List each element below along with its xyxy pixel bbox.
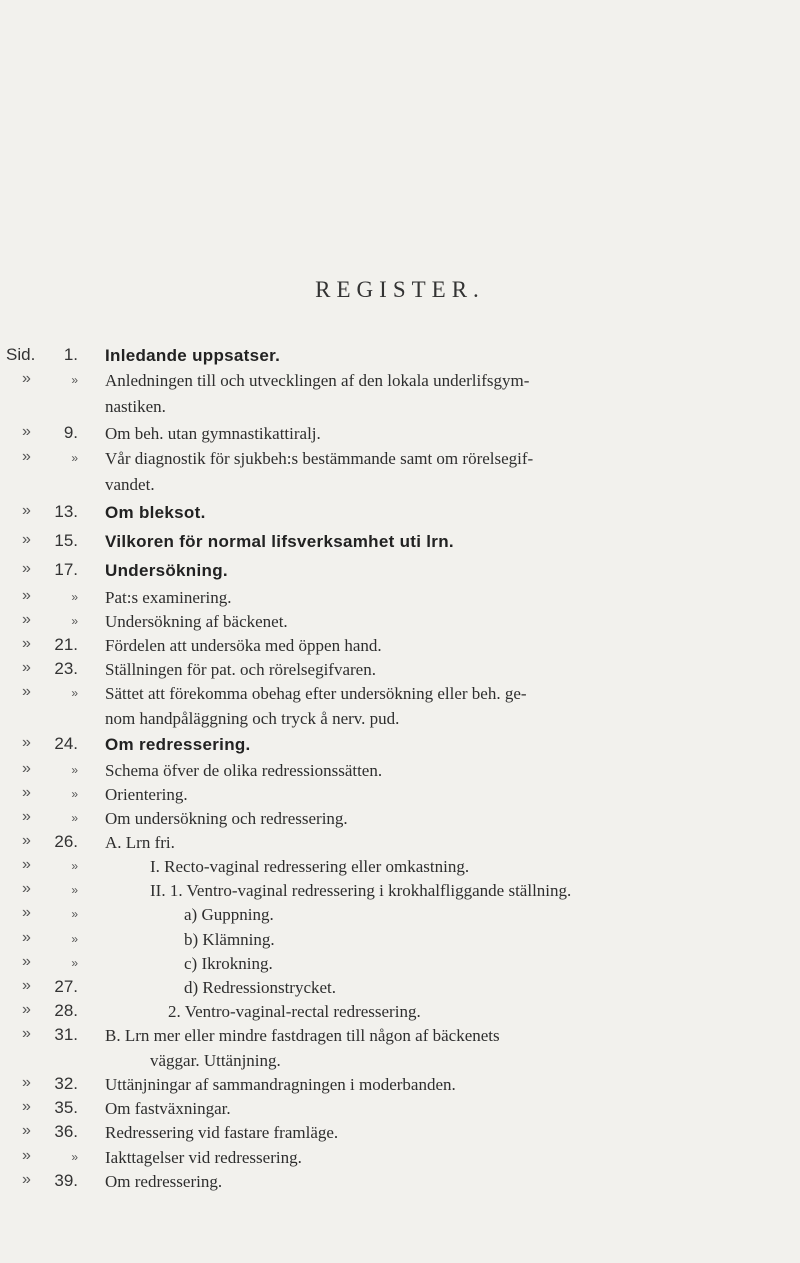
page-prefix: » [22,683,31,700]
index-entry [0,396,800,420]
page-number: 36. [54,1122,78,1141]
page-prefix: » [22,659,31,676]
entry-text: Ställningen för pat. och rörelsegifvaren. [105,660,376,679]
entry-text: Fördelen att undersöka med öppen hand. [105,636,382,655]
index-entry [0,560,800,584]
entry-text: Om beh. utan gymnastikattiralj. [105,424,321,443]
index-entry [0,345,800,369]
index-entry [0,1025,800,1049]
page-prefix: » [22,1074,31,1091]
entry-text: Om fastväxningar. [105,1099,231,1118]
index-entry [0,1001,800,1025]
index-entry [0,977,800,1001]
page-prefix: » [22,1171,31,1188]
page-prefix: » [22,856,31,873]
page-prefix: » [22,1122,31,1139]
page-prefix: » [22,1098,31,1115]
page-title: REGISTER. [315,277,485,302]
page-prefix: » [22,448,31,465]
index-entry [0,953,800,977]
entry-text: nom handpåläggning och tryck å nerv. pud. [105,709,400,728]
index-entry [0,734,800,758]
index-entry [0,1050,800,1074]
entry-text: nastiken. [105,397,166,416]
page-number: » [71,883,78,897]
page-number: » [71,763,78,777]
page-number: » [71,451,78,465]
page-prefix: » [22,370,31,387]
index-entry [0,611,800,635]
index-entry [0,531,800,555]
page-number: 13. [54,502,78,521]
index-entry [0,784,800,808]
entry-text: Om undersökning och redressering. [105,809,348,828]
page-prefix: » [22,832,31,849]
page-prefix: » [22,531,31,548]
entry-text: Pat:s examinering. [105,588,232,607]
entry-text: Uttänjningar af sammandragningen i moderbanden. [105,1075,456,1094]
page-number: 1. [63,345,78,364]
entry-text: II. 1. Ventro-vaginal redressering i krokhalfliggande ställning. [150,881,572,900]
page-number: 23. [54,659,78,678]
index-entry [0,760,800,784]
page-number: » [71,614,78,628]
page-number: » [71,859,78,873]
page-number: 28. [54,1001,78,1020]
index-entry [0,708,800,732]
page-number: 15. [54,531,78,550]
page-number: » [71,811,78,825]
entry-text: A. Lrn fri. [105,833,175,852]
entry-text: Iakttagelser vid redressering. [105,1148,302,1167]
page-prefix: » [22,1025,31,1042]
index-entry [0,904,800,928]
entry-text: Sättet att förekomma obehag efter undersökning eller beh. ge- [105,684,527,703]
page-number: 32. [54,1074,78,1093]
index-entry [0,808,800,832]
section-heading: Undersökning. [105,561,228,580]
index-entry [0,635,800,659]
index-entry [0,370,800,394]
entry-text: I. Recto-vaginal redressering eller omkastning. [150,857,470,876]
entry-text: c) Ikrokning. [184,954,273,973]
page-prefix: Sid. [6,345,36,364]
index-entry [0,880,800,904]
page-number: » [71,907,78,921]
page-number: » [71,956,78,970]
entry-text: Orientering. [105,785,188,804]
page-prefix: » [22,808,31,825]
index-entry [0,502,800,526]
page-prefix: » [22,635,31,652]
page-prefix: » [22,760,31,777]
page-number: 31. [54,1025,78,1044]
index-entry [0,448,800,472]
page-number: » [71,686,78,700]
section-heading: Om redressering. [105,735,251,754]
page-number: 27. [54,977,78,996]
page-number: 26. [54,832,78,851]
page-prefix: » [22,784,31,801]
index-entry [0,1147,800,1171]
index-entry [0,474,800,498]
entry-text: d) Redressionstrycket. [184,978,337,997]
page-number: 17. [54,560,78,579]
index-entry [0,423,800,447]
entry-text: Undersökning af bäckenet. [105,612,288,631]
page-prefix: » [22,880,31,897]
index-entry [0,1171,800,1195]
entry-text: Om redressering. [105,1172,223,1191]
page-prefix: » [22,1001,31,1018]
index-entry [0,1122,800,1146]
entry-text: Schema öfver de olika redressionssätten. [105,761,383,780]
page-prefix: » [22,1147,31,1164]
page-prefix: » [22,502,31,519]
entry-text: Anledningen till och utvecklingen af den lokala underlifsgym- [105,371,530,390]
index-entry [0,1074,800,1098]
page-number: 9. [63,423,78,442]
index-entry [0,832,800,856]
page-number: 35. [54,1098,78,1117]
page-prefix: » [22,611,31,628]
page-prefix: » [22,929,31,946]
index-entry [0,929,800,953]
section-heading: Inledande uppsatser. [105,346,281,365]
page-prefix: » [22,423,31,440]
page-number: » [71,590,78,604]
page-prefix: » [22,734,31,751]
section-heading: Vilkoren för normal lifsverksamhet uti lrn. [105,532,454,551]
entry-text: b) Klämning. [184,930,275,949]
entry-text: B. Lrn mer eller mindre fastdragen till någon af bäckenets [105,1026,500,1045]
page-prefix: » [22,904,31,921]
page-number: » [71,787,78,801]
page-prefix: » [22,560,31,577]
entry-text: väggar. Uttänjning. [150,1051,281,1070]
entry-text: Vår diagnostik för sjukbeh:s bestämmande samt om rörelsegif- [105,449,534,468]
page-number: » [71,373,78,387]
page-number: 39. [54,1171,78,1190]
page-prefix: » [22,977,31,994]
entry-text: vandet. [105,475,155,494]
entry-text: a) Guppning. [184,905,274,924]
index-entry [0,1098,800,1122]
page-prefix: » [22,953,31,970]
page-number: » [71,932,78,946]
index-entry [0,683,800,707]
page-prefix: » [22,587,31,604]
page-number: 24. [54,734,78,753]
entry-text: Redressering vid fastare framläge. [105,1123,339,1142]
entry-text: 2. Ventro-vaginal-rectal redressering. [168,1002,421,1021]
index-entry [0,587,800,611]
page-number: » [71,1150,78,1164]
section-heading: Om bleksot. [105,503,206,522]
index-entry [0,856,800,880]
page-number: 21. [54,635,78,654]
index-entry [0,659,800,683]
